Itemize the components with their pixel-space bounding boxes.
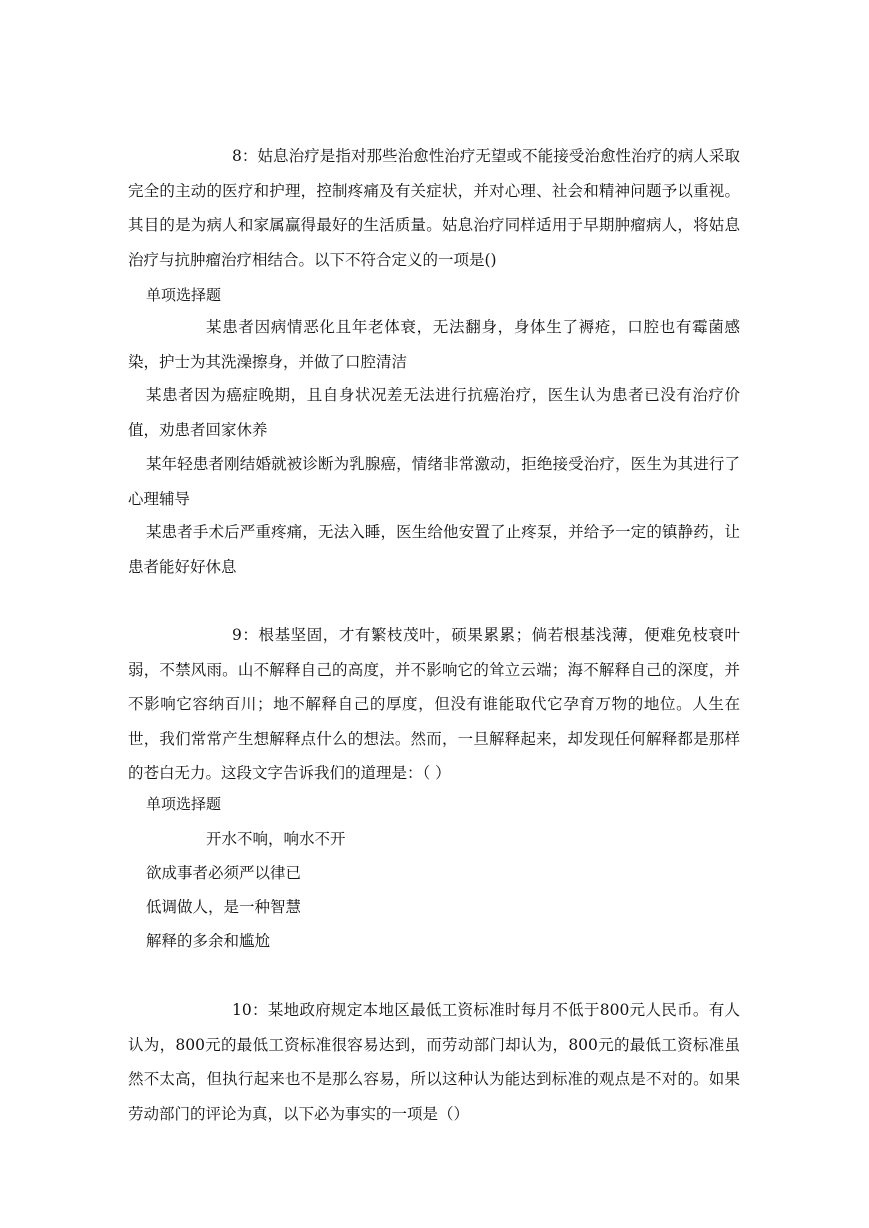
question-8-text: 8：姑息治疗是指对那些治愈性治疗无望或不能接受治愈性治疗的病人采取完全的主动的医疗和护理，控制疼痛及有关症状，并对心理、社会和精神问题予以重视。其目的是为病人和家属赢得最好的生活质量。姑息治疗同样适用于早期肿瘤病人，将姑息治疗与抗肿瘤治疗相结合。以下不符合定义的一项是() [128, 147, 740, 269]
question-9-text: 9：根基坚固，才有繁枝茂叶，硕果累累；倘若根基浅薄，便难免枝衰叶弱，不禁风雨。山不解释自己的高度，并不影响它的耸立云端；海不解释自己的深度，并不影响它容纳百川；地不解释自己的厚度，但没有谁能取代它孕育万物的地位。人生在世，我们常常产生想解释点什么的想法。然而，一旦解释起来，却发现任何解释都是那样的苍白无力。这段文字告诉我们的道理是：（ ） [128, 626, 740, 782]
question-9-type: 单项选择题 [146, 795, 222, 813]
question-8-option-c: 某年轻患者刚结婚就被诊断为乳腺癌，情绪非常激动，拒绝接受治疗，医生为其进行了心理辅导 [128, 455, 740, 508]
question-8-option-d: 某患者手术后严重疼痛，无法入睡，医生给他安置了止疼泵，并给予一定的镇静药，让患者能好好休息 [128, 523, 740, 576]
question-8-option-a: 某患者因病情恶化且年老体衰，无法翻身，身体生了褥疮，口腔也有霉菌感染，护士为其洗澡擦身，并做了口腔清洁 [128, 318, 740, 371]
question-10-text: 10：某地政府规定本地区最低工资标准时每月不低于800元人民币。有人认为，800元的最低工资标准很容易达到，而劳动部门却认为，800元的最低工资标准虽然不太高，但执行起来也不是那么容易，所以这种认为能达到标准的观点是不对的。如果劳动部门的评论为真，以下必为事实的一项是（） [128, 1001, 740, 1123]
question-9-option-b: 欲成事者必须严以律已 [146, 864, 302, 882]
question-9-option-c: 低调做人，是一种智慧 [146, 898, 302, 916]
question-9-option-d: 解释的多余和尴尬 [146, 932, 271, 950]
question-8-type: 单项选择题 [146, 286, 222, 304]
question-8-option-b: 某患者因为癌症晚期，且自身状况差无法进行抗癌治疗，医生认为患者已没有治疗价值，劝患者回家休养 [128, 386, 740, 439]
question-9-option-a: 开水不响，响水不开 [206, 830, 346, 848]
